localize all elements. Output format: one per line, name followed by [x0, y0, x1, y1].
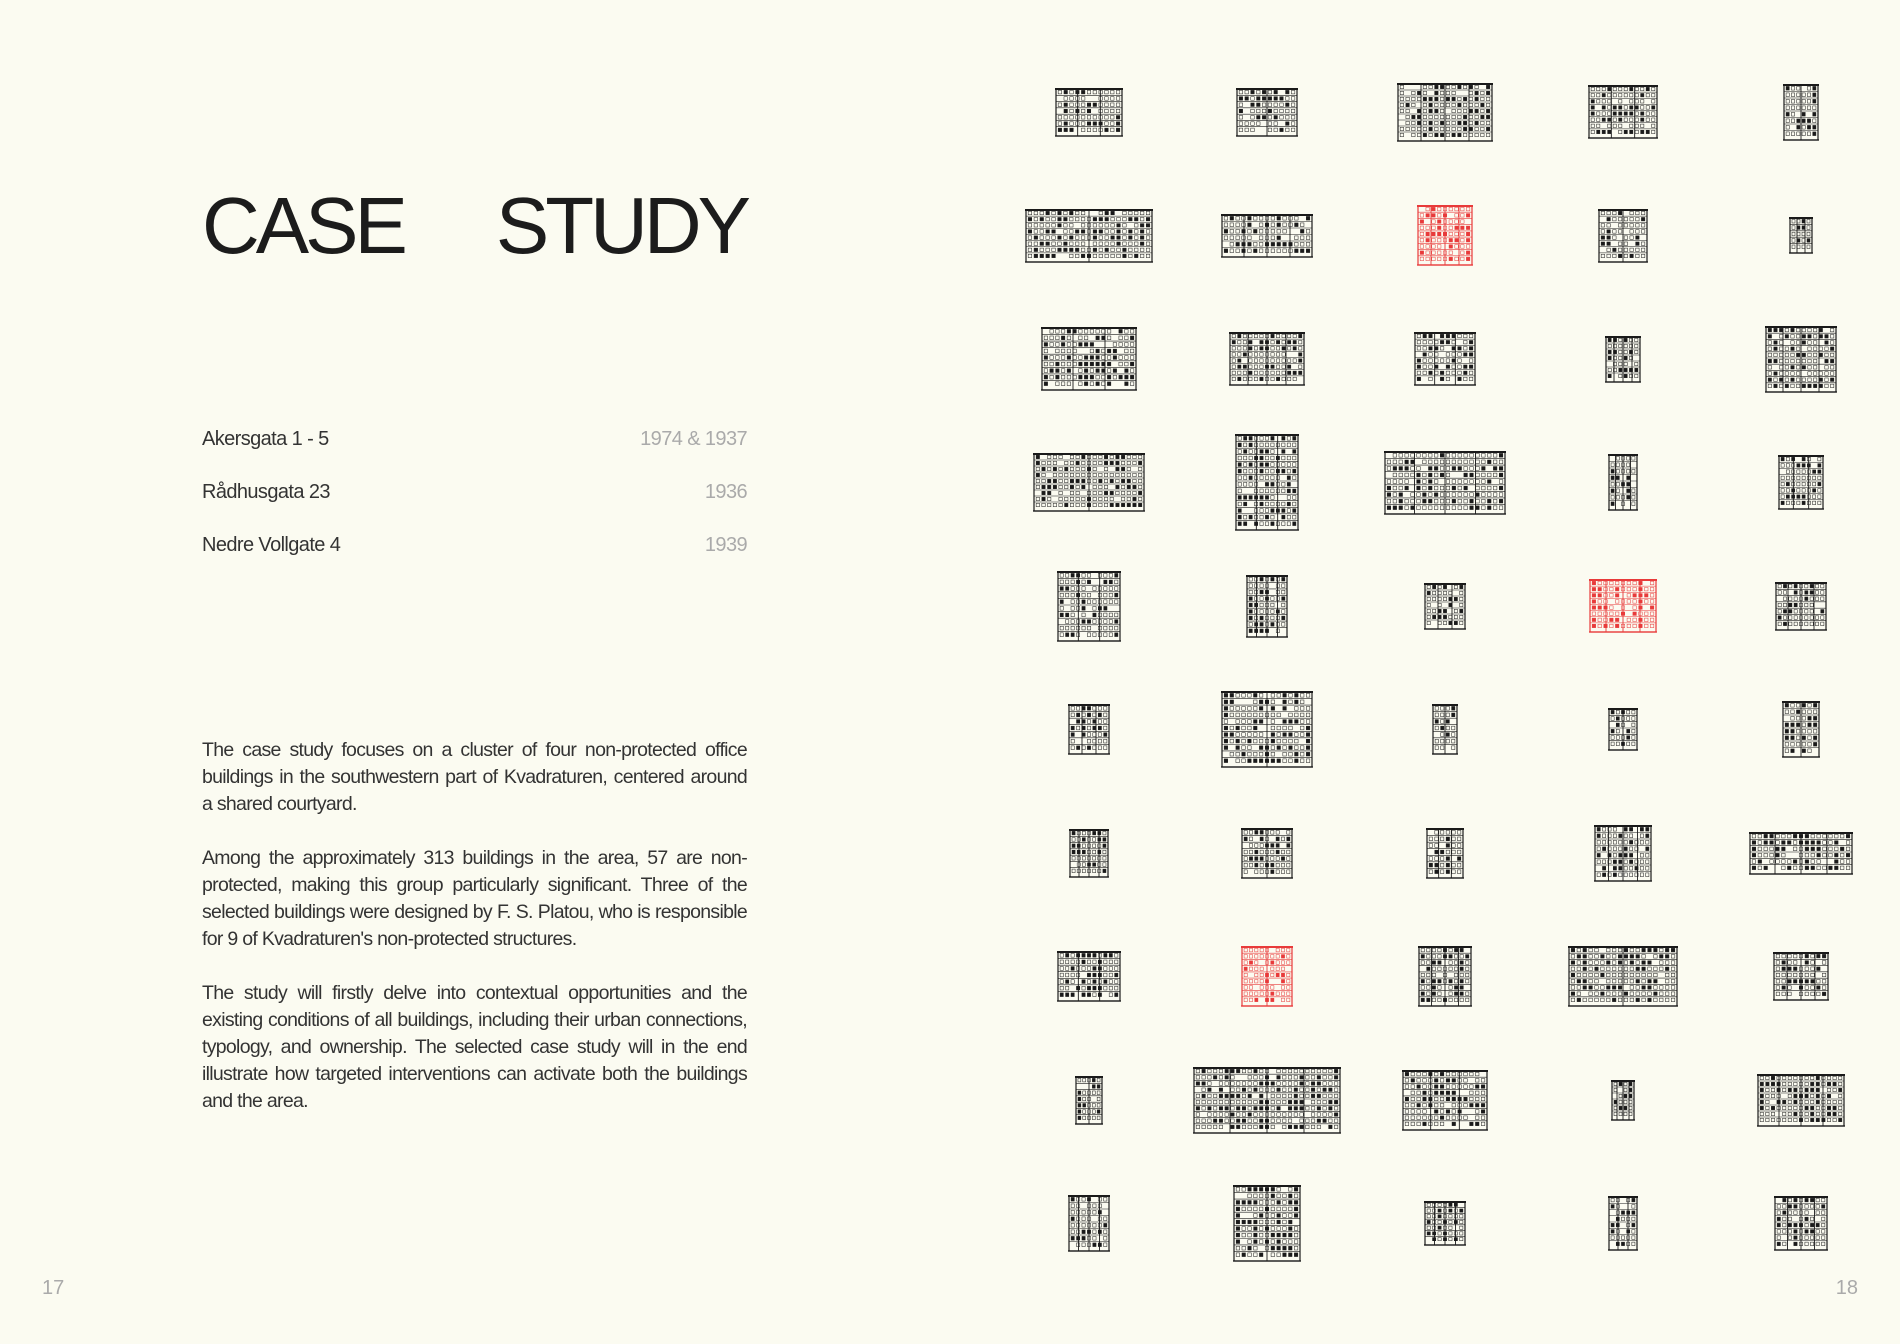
building-elevation: [1418, 945, 1472, 1007]
building-elevation: [1221, 690, 1313, 768]
grid-cell: [1534, 915, 1712, 1039]
building-elevation: [1775, 581, 1827, 631]
grid-cell: [1712, 1038, 1890, 1162]
grid-cell: [1534, 174, 1712, 298]
grid-cell: [1000, 1038, 1178, 1162]
building-elevation: [1598, 208, 1648, 263]
grid-cell: [1356, 174, 1534, 298]
building-elevation: [1057, 950, 1121, 1002]
building-name: Nedre Vollgate 4: [202, 534, 341, 556]
grid-cell: [1000, 915, 1178, 1039]
highlighted-building-elevation: [1417, 204, 1473, 266]
building-elevation: [1432, 703, 1458, 755]
building-elevation: [1414, 331, 1476, 386]
building-elevation: [1424, 582, 1466, 630]
grid-cell: [1178, 421, 1356, 545]
building-elevation: [1608, 707, 1638, 751]
grid-cell: [1000, 50, 1178, 174]
grid-cell: [1356, 1162, 1534, 1286]
building-name: Rådhusgata 23: [202, 481, 330, 503]
building-elevation: [1605, 335, 1641, 383]
building-elevation: [1236, 87, 1298, 137]
building-elevation: [1778, 454, 1824, 510]
grid-cell: [1712, 421, 1890, 545]
building-elevation: [1749, 831, 1853, 875]
building-elevation: [1426, 827, 1464, 879]
building-elevation: [1246, 574, 1288, 638]
grid-cell: [1178, 174, 1356, 298]
grid-cell: [1356, 668, 1534, 792]
building-elevation: [1789, 216, 1813, 254]
building-elevation: [1782, 700, 1820, 758]
grid-cell: [1356, 791, 1534, 915]
grid-cell: [1712, 50, 1890, 174]
page-number-left: 17: [42, 1277, 65, 1299]
grid-cell: [1178, 50, 1356, 174]
case-study-buildings-list: [202, 428, 747, 587]
grid-cell: [1356, 50, 1534, 174]
building-elevation: [1594, 824, 1652, 882]
grid-cell: [1178, 297, 1356, 421]
building-elevation: [1608, 1195, 1638, 1251]
grid-cell: [1000, 297, 1178, 421]
building-elevation: [1773, 951, 1829, 1001]
grid-cell: [1534, 1162, 1712, 1286]
building-elevation: [1041, 326, 1137, 391]
grid-cell: [1712, 668, 1890, 792]
building-elevation: [1025, 208, 1153, 263]
grid-cell: [1712, 915, 1890, 1039]
building-elevation: [1765, 325, 1837, 393]
building-years: 1939: [704, 534, 747, 556]
grid-cell: [1534, 50, 1712, 174]
highlighted-building-elevation: [1589, 578, 1657, 633]
building-elevation: [1069, 828, 1109, 878]
building-elevation: [1774, 1195, 1828, 1251]
building-elevation: [1033, 452, 1145, 512]
grid-cell: [1534, 544, 1712, 668]
grid-cell: [1178, 915, 1356, 1039]
grid-cell: [1712, 544, 1890, 668]
list-item: [202, 481, 747, 534]
grid-cell: [1712, 791, 1890, 915]
building-years: 1974 & 1937: [640, 428, 747, 450]
grid-cell: [1712, 297, 1890, 421]
description-paragraph: Among the approximately 313 buildings in the area, 57 are non-protected, making this group particularly significant. Three of the selected buildings were designed by F. S. Platou, who is responsible for 9 of Kvadraturen's non-protected structures.: [202, 847, 747, 950]
description-paragraph: The case study focuses on a cluster of four non-protected office buildings in the southwestern part of Kvadraturen, centered around a shared courtyard.: [202, 739, 747, 815]
building-elevation: [1057, 570, 1121, 642]
building-elevation: [1611, 1079, 1635, 1121]
building-elevation: [1055, 87, 1123, 137]
building-elevation: [1608, 453, 1638, 511]
building-elevation: [1241, 827, 1293, 879]
building-elevation: [1384, 450, 1506, 515]
building-elevation: [1193, 1066, 1341, 1134]
grid-cell: [1000, 174, 1178, 298]
building-elevation: [1757, 1073, 1845, 1127]
grid-cell: [1534, 1038, 1712, 1162]
description: [202, 737, 747, 1142]
grid-cell: [1356, 915, 1534, 1039]
building-years: 1936: [704, 481, 747, 503]
page-title: [202, 176, 747, 276]
building-elevation: [1235, 433, 1299, 531]
building-elevation: [1233, 1184, 1301, 1262]
grid-cell: [1356, 421, 1534, 545]
title-word-case: CASE: [202, 181, 404, 270]
building-elevation-grid: [1000, 50, 1890, 1290]
grid-cell: [1534, 297, 1712, 421]
grid-cell: [1178, 1162, 1356, 1286]
building-name: Akersgata 1 - 5: [202, 428, 329, 450]
grid-cell: [1000, 1162, 1178, 1286]
list-item: [202, 534, 747, 587]
highlighted-building-elevation: [1241, 945, 1293, 1007]
grid-cell: [1534, 668, 1712, 792]
building-elevation: [1783, 83, 1819, 141]
grid-cell: [1000, 791, 1178, 915]
grid-cell: [1712, 1162, 1890, 1286]
list-item: [202, 428, 747, 481]
grid-cell: [1178, 544, 1356, 668]
grid-cell: [1534, 421, 1712, 545]
grid-cell: [1356, 297, 1534, 421]
building-elevation: [1397, 82, 1493, 142]
building-elevation: [1424, 1200, 1466, 1246]
building-elevation: [1221, 213, 1313, 258]
grid-cell: [1178, 791, 1356, 915]
building-elevation: [1068, 703, 1110, 755]
building-elevation: [1568, 945, 1678, 1007]
grid-cell: [1178, 668, 1356, 792]
grid-cell: [1000, 544, 1178, 668]
description-paragraph: The study will firstly delve into contextual opportunities and the existing conditions of all buildings, including their urban connections, typology, and ownership. The selected case study will in the end illustrate how targeted interventions can activate both the buildings and the area.: [202, 982, 747, 1112]
grid-cell: [1178, 1038, 1356, 1162]
grid-cell: [1000, 421, 1178, 545]
page-number-right: 18: [1835, 1277, 1858, 1299]
building-elevation: [1229, 331, 1305, 386]
building-elevation: [1588, 84, 1658, 139]
building-elevation: [1402, 1069, 1488, 1131]
grid-cell: [1356, 544, 1534, 668]
building-elevation: [1075, 1075, 1103, 1125]
grid-cell: [1000, 668, 1178, 792]
grid-cell: [1356, 1038, 1534, 1162]
title-word-study: STUDY: [495, 181, 747, 270]
building-elevation: [1068, 1194, 1110, 1252]
grid-cell: [1712, 174, 1890, 298]
grid-cell: [1534, 791, 1712, 915]
